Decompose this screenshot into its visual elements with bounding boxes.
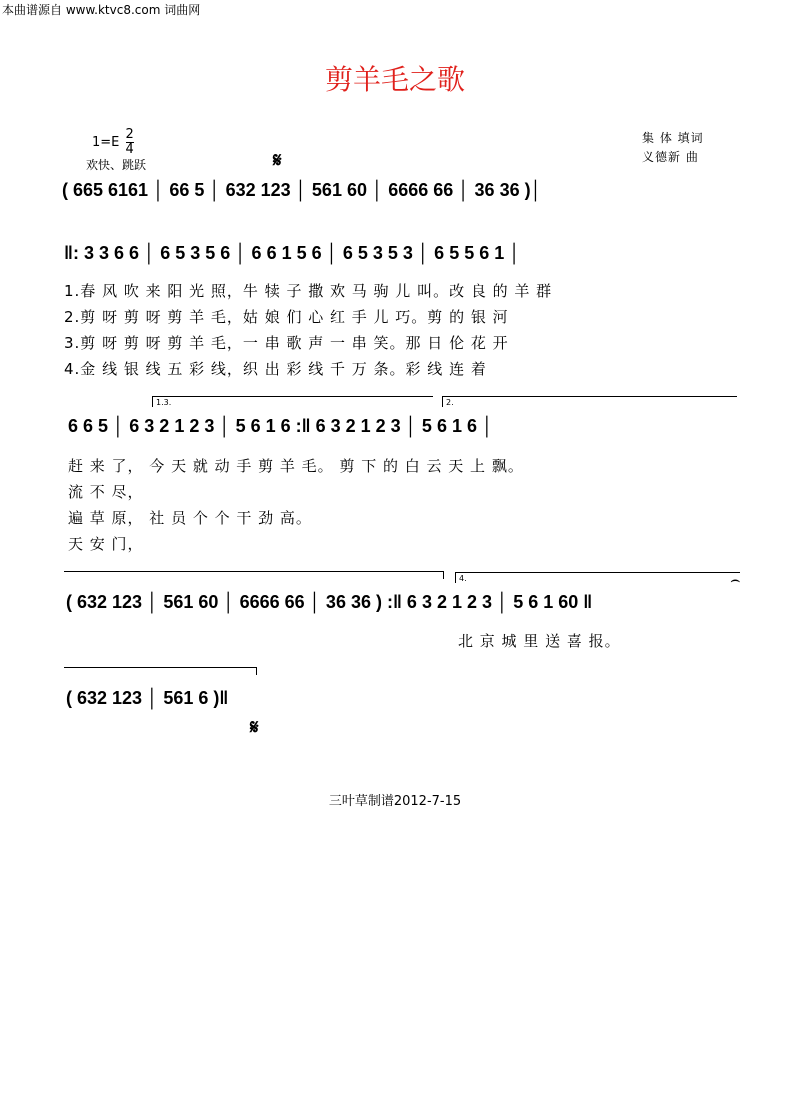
score-row-4-notes: ( 632 123 │ 561 60 │ 6666 66 │ 36 36 ) :‖ 6 3 2 1 2 3 │ 5 6 1 60 ‖ [66,592,593,612]
lyricist-credit: 集 体 填词 [642,131,704,145]
bracket-line [64,571,444,572]
score-row-3-notes: 6 6 5 │ 6 3 2 1 2 3 │ 5 6 1 6 :‖ 6 3 2 1 2 3 │ 5 6 1 6 │ [68,416,494,436]
lyric-line: 2.剪 呀 剪 呀 剪 羊 毛，姑 娘 们 心 红 手 儿 巧。剪 的 银 河 [64,308,509,326]
footer-credit: 三叶草制谱2012-7-15 [328,794,462,809]
bracket-line [64,667,256,668]
key-signature [92,128,134,157]
segno-icon: 𝄋 [250,715,259,739]
source-header: 本曲谱源自 www.ktvc8.com 词曲网 [2,3,201,17]
tempo-marking: 欢快、跳跃 [86,158,147,172]
score-row-2-notes: ‖: 3 3 6 6 │ 6 5 3 5 6 │ 6 6 1 5 6 │ 6 5 3 5 3 │ 6 5 5 6 1 │ [64,243,521,263]
fermata-icon: ⌢ [730,570,741,589]
lyric-line: 天 安 门， [68,535,144,553]
volta-label: 2. [446,398,454,407]
volta-bracket-2 [442,396,737,407]
song-title: 剪羊毛之歌 [324,63,465,96]
lyric-line: 流 不 尽， [68,483,144,501]
volta-label: 4. [459,574,467,583]
volta-bracket-1 [152,396,433,407]
volta-bracket-4 [455,572,740,583]
composer-credit: 义德新 曲 [642,150,699,164]
lyric-line: 遍 草 原， 社 员 个 个 干 劲 高。 [68,509,312,527]
lyric-line: 4.金 线 银 线 五 彩 线，织 出 彩 线 千 万 条。彩 线 连 着 [64,360,487,378]
time-numerator: 2 [125,127,134,142]
lyric-line: 赶 来 了， 今 天 就 动 手 剪 羊 毛。 剪 下 的 白 云 天 上 飘。 [68,457,524,475]
segno-icon: 𝄋 [273,148,282,172]
lyric-line: 3.剪 呀 剪 呀 剪 羊 毛，一 串 歌 声 一 串 笑。那 日 伦 花 开 [64,334,509,352]
volta-label: 1.3. [156,398,172,407]
lyric-line: 北 京 城 里 送 喜 报。 [458,632,621,650]
bracket-line [443,571,444,579]
lyric-line: 1.春 风 吹 来 阳 光 照，牛 犊 子 撒 欢 马 驹 儿 叫。改 良 的 羊 群 [64,282,553,300]
key-label: 1=E [92,135,120,150]
time-signature [126,128,134,157]
bracket-line [256,667,257,675]
time-denominator: 4 [125,142,134,157]
score-row-1-notes: ( 665 6161 │ 66 5 │ 632 123 │ 561 60 │ 6666 66 │ 36 36 )│ [62,180,542,200]
score-row-5-notes: ( 632 123 │ 561 6 )‖ [66,688,229,708]
